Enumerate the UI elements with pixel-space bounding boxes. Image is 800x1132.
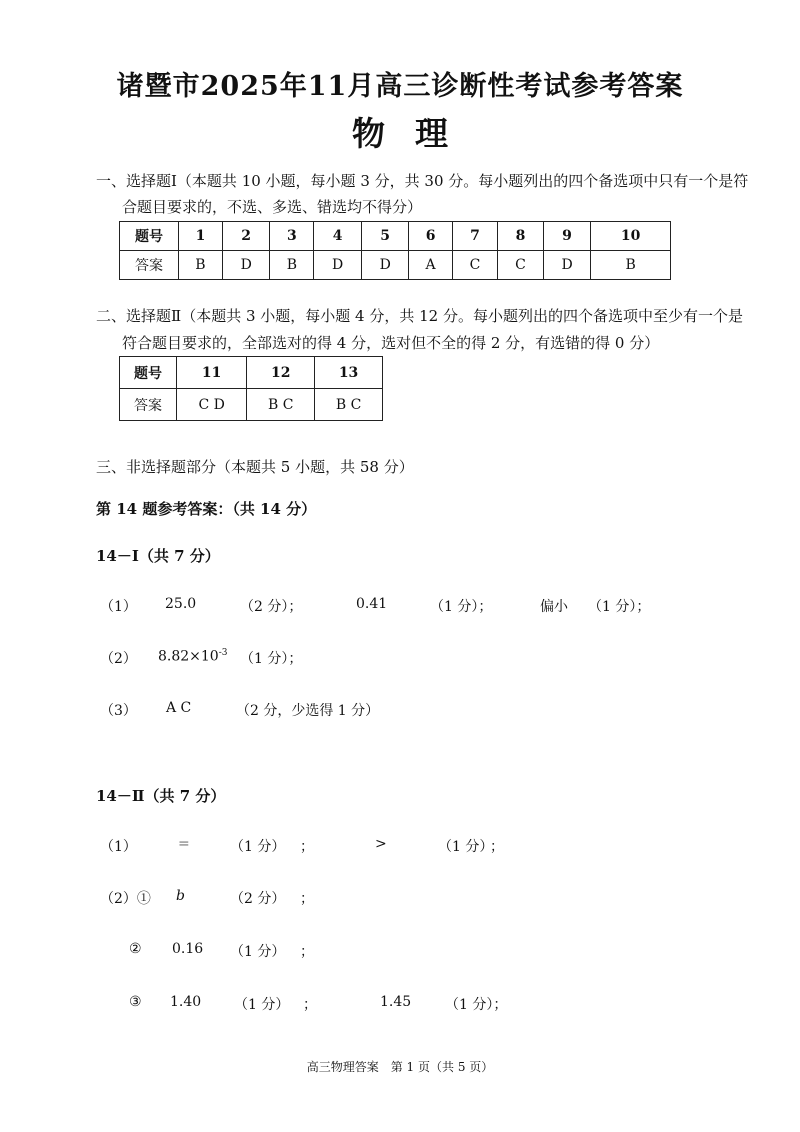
section2-number-cell: 13 — [315, 357, 383, 389]
q14-3-item-number: （3） — [100, 703, 137, 719]
q14-ii-2c-item-number: ③ — [129, 994, 142, 1010]
q14-part2-heading: 14－Ⅱ（共 7 分） — [96, 787, 226, 805]
section1-number-cell: 8 — [498, 222, 544, 251]
section2-number-row — [120, 357, 383, 389]
q14-ii-2-answer: b — [176, 888, 185, 904]
q14-1-score-b: （1 分）； — [430, 599, 493, 615]
q14-2-answer — [158, 648, 228, 665]
section1-answer-cell: D — [361, 251, 409, 280]
section1-number-row — [120, 222, 671, 251]
q14-ii-2c-separator: ； — [303, 997, 317, 1013]
q14-1-answer-c: 偏小 — [540, 599, 568, 615]
section2-number-cell: 11 — [177, 357, 247, 389]
q14-ii-2b-separator: ； — [300, 944, 314, 960]
q14-ii-2-item-number: （2）① — [100, 891, 151, 907]
section1-answer-cell: C — [498, 251, 544, 280]
q14-ii-1-score-b: （1 分） — [438, 839, 494, 855]
section3-heading: 三、非选择题部分（本题共 5 小题，共 58 分） — [96, 458, 414, 476]
section1-number-cell: 4 — [314, 222, 362, 251]
q14-ii-2b-score: （1 分） — [230, 944, 286, 960]
q14-ii-2-score: （2 分） — [230, 891, 286, 907]
section1-instructions-line2: 合题目要求的，不选、多选、错选均不得分） — [122, 198, 423, 216]
section1-answer-cell: D — [222, 251, 270, 280]
q14-1-answer-b: 0.41 — [356, 596, 388, 612]
q14-ii-1-score-a: （1 分） — [230, 839, 286, 855]
section1-answer-cell: B — [591, 251, 671, 280]
q14-heading: 第 14 题参考答案：（共 14 分） — [96, 500, 317, 518]
section1-answer-table — [119, 221, 671, 280]
section1-answer-row — [120, 251, 671, 280]
document-title: 诸暨市2025年11月高三诊断性考试参考答案 — [116, 71, 684, 102]
section1-answer-cell: C — [452, 251, 498, 280]
q14-3-answer: A C — [166, 700, 192, 716]
q14-ii-1-item-number: （1） — [100, 839, 137, 855]
section1-number-cell: 9 — [543, 222, 591, 251]
q14-part1-heading: 14－Ⅰ（共 7 分） — [96, 547, 220, 565]
section2-answer-cell: B C — [247, 389, 315, 421]
section1-number-cell: 6 — [409, 222, 452, 251]
q14-ii-2c-answer-b: 1.45 — [380, 994, 412, 1010]
section2-number-cell: 12 — [247, 357, 315, 389]
section1-answer-label: 答案 — [120, 251, 179, 280]
section1-number-cell: 10 — [591, 222, 671, 251]
section1-number-cell: 1 — [179, 222, 223, 251]
q14-ii-2c-score-b: （1 分）； — [445, 997, 508, 1013]
section1-answer-cell: D — [543, 251, 591, 280]
section1-number-cell: 2 — [222, 222, 270, 251]
q14-ii-2b-item-number: ② — [129, 941, 142, 957]
q14-2-answer-base: 8.82×10 — [158, 648, 219, 665]
section1-answer-cell: B — [179, 251, 223, 280]
q14-2-score: （1 分）； — [240, 651, 303, 667]
q14-ii-2c-score-a: （1 分） — [234, 997, 290, 1013]
section2-answer-cell: C D — [177, 389, 247, 421]
section2-instructions-line1: 二、选择题Ⅱ（本题共 3 小题，每小题 4 分，共 12 分。每小题列出的四个备选项中至少有一个是 — [96, 307, 743, 325]
q14-2-item-number: （2） — [100, 651, 137, 667]
q14-2-answer-exponent: -3 — [218, 648, 228, 658]
q14-1-score-c: （1 分）； — [588, 599, 651, 615]
section2-answer-table — [119, 356, 383, 421]
page-footer: 高三物理答案 第 1 页（共 5 页） — [306, 1060, 494, 1074]
section1-answer-cell: B — [270, 251, 314, 280]
q14-1-answer-a: 25.0 — [165, 596, 197, 612]
q14-3-score: （2 分，少选得 1 分） — [236, 703, 380, 719]
section2-number-label: 题号 — [120, 357, 177, 389]
q14-ii-1-separator-a: ； — [300, 839, 314, 855]
section1-number-cell: 7 — [452, 222, 498, 251]
q14-1-score-a: （2 分）； — [240, 599, 303, 615]
q14-ii-2c-answer-a: 1.40 — [170, 994, 202, 1010]
q14-ii-2b-answer: 0.16 — [172, 941, 204, 957]
q14-1-item-number: （1） — [100, 599, 137, 615]
section2-answer-cell: B C — [315, 389, 383, 421]
section1-answer-cell: A — [409, 251, 452, 280]
section1-number-label: 题号 — [120, 222, 179, 251]
q14-ii-1-answer-a: = — [178, 836, 190, 852]
section1-answer-cell: D — [314, 251, 362, 280]
section2-instructions-line2: 符合题目要求的，全部选对的得 4 分，选对但不全的得 2 分，有选错的得 0 分） — [122, 334, 660, 352]
section1-instructions-line1: 一、选择题Ⅰ（本题共 10 小题，每小题 3 分，共 30 分。每小题列出的四个备选项中只有一个是符 — [96, 172, 749, 190]
q14-ii-1-separator-b: ； — [490, 839, 504, 855]
section1-number-cell: 3 — [270, 222, 314, 251]
section2-answer-label: 答案 — [120, 389, 177, 421]
section2-answer-row — [120, 389, 383, 421]
section1-number-cell: 5 — [361, 222, 409, 251]
q14-ii-2-separator: ； — [300, 891, 314, 907]
subject-title: 物理 — [352, 114, 478, 153]
q14-ii-1-answer-b: > — [375, 836, 387, 852]
